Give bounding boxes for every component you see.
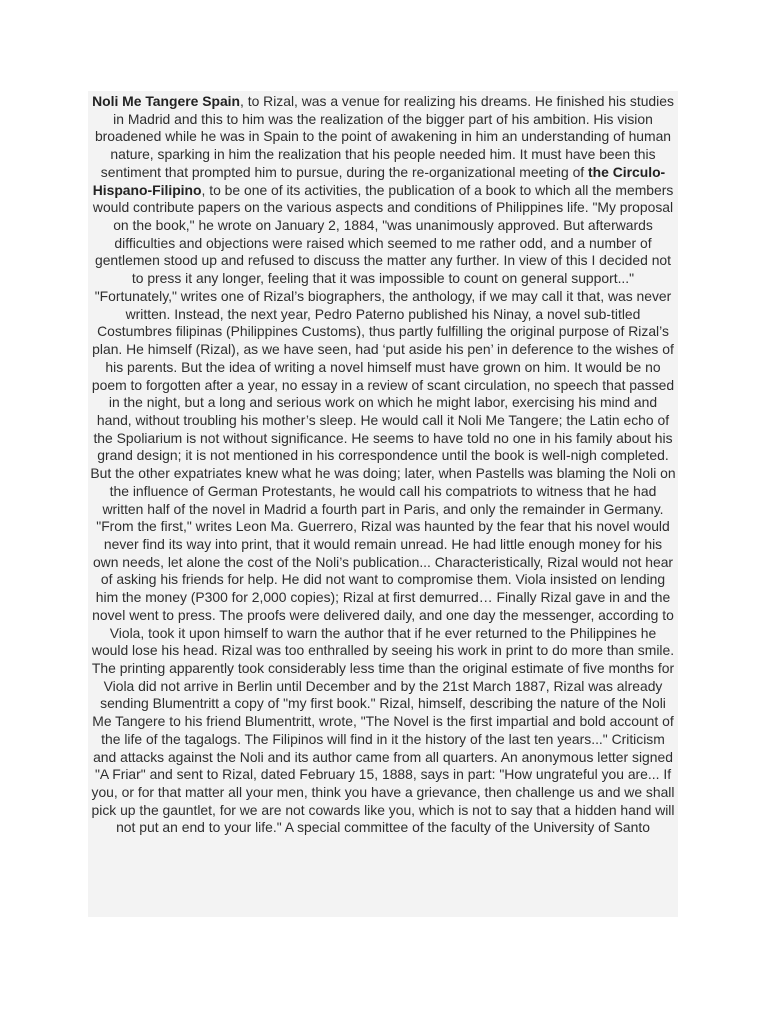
paragraph-text-part-1: , to Rizal, was a venue for realizing his dreams. He finished his studies in Madrid and this to him was the realization of the bigger part of his ambition. His vision broadened while he was in Spain to the point of awakening in him an understanding of human nature, sparking in him the realization that his people needed him. It must have been this sentiment that prompted him to pursue, during the re-organizational meeting of — [94, 93, 674, 180]
body-paragraph — [88, 91, 678, 837]
document-page — [88, 91, 678, 917]
bold-title-phrase: Noli Me Tangere Spain — [92, 93, 241, 109]
bold-organization-name: the Circulo-Hispano-Filipino — [92, 163, 666, 198]
paragraph-text-part-2: , to be one of its activities, the publication of a book to which all the members would contribute papers on the various aspects and conditions of Philippines life. "My proposal on the book," he wrote on January 2, 1884, "was unanimously approved. But afterwards difficulties and objections were raised which seemed to me rather odd, and a number of gentlemen stood up and refused to discuss the matter any further. In view of this I decided not to press it any longer, feeling that it was impossible to count on general support..." "Fortunately," writes one of Rizal’s biographers, the anthology, if we may call it that, was never written. Instead, the next year, Pedro Paterno published his Ninay, a novel sub-titled Costumbres filipinas (Philippines Customs), thus partly fulfilling the original purpose of Rizal’s plan. He himself (Rizal), as we have seen, had ‘put aside his pen’ in deference to the wishes of his parents. But the idea of writing a novel himself must have grown on him. It would be no poem to forgotten after a year, no essay in a review of scant circulation, no speech that passed in the night, but a long and serious work on which he might labor, exercising his mind and hand, without troubling his mother’s sleep. He would call it Noli Me Tangere; the Latin echo of the Spoliarium is not without significance. He seems to have told no one in his family about his grand design; it is not mentioned in his correspondence until the book is well-nigh completed. But the other expatriates knew what he was doing; later, when Pastells was blaming the Noli on the influence of German Protestants, he would call his compatriots to witness that he had written half of the novel in Madrid a fourth part in Paris, and only the remainder in Germany. "From the first," writes Leon Ma. Guerrero, Rizal was haunted by the fear that his novel would never find its way into print, that it would remain unread. He had little enough money for his own needs, let alone the cost of the Noli’s publication... Characteristically, Rizal would not hear of asking his friends for help. He did not want to compromise them. Viola insisted on lending him the money (P300 for 2,000 copies); Rizal at first demurred… Finally Rizal gave in and the novel went to press. The proofs were delivered daily, and one day the messenger, according to Viola, took it upon himself to warn the author that if he ever returned to the Philippines he would lose his head. Rizal was too enthralled by seeing his work in print to do more than smile. The printing apparently took considerably less time than the original estimate of five months for Viola did not arrive in Berlin until December and by the 21st March 1887, Rizal was already sending Blumentritt a copy of "my first book." Rizal, himself, describing the nature of the Noli Me Tangere to his friend Blumentritt, wrote, "The Novel is the first impartial and bold account of the life of the tagalogs. The Filipinos will find in it the history of the last ten years..." Criticism and attacks against the Noli and its author came from all quarters. An anonymous letter signed "A Friar" and sent to Rizal, dated February 15, 1888, says in part: "How ungrateful you are... If you, or for that matter all your men, think you have a grievance, then challenge us and we shall pick up the gauntlet, for we are not cowards like you, which is not to say that a hidden hand will not put an end to your life." A special committee of the faculty of the University of Santo — [90, 181, 676, 836]
